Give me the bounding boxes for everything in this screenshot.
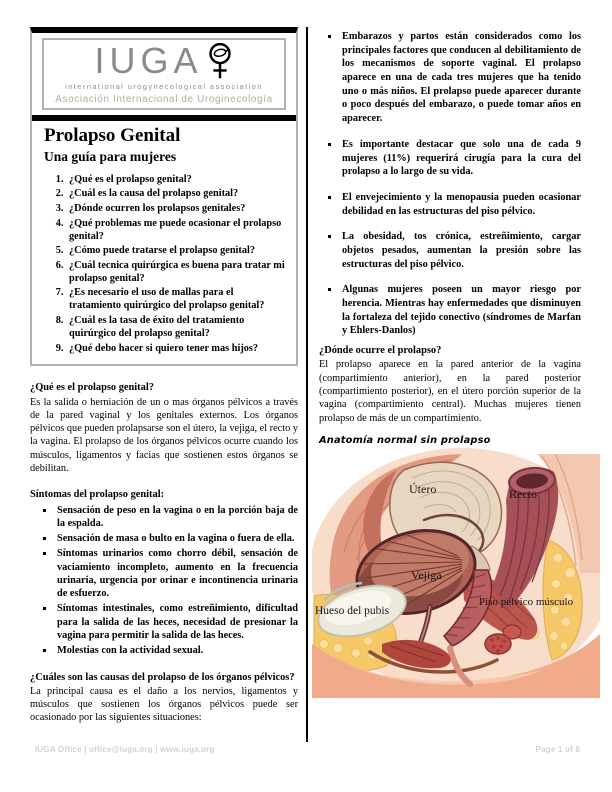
symptom-item: ▪ Sensación de peso en la vagina o en la porción baja de la espalda. xyxy=(55,504,298,531)
pelvic-floor-label: Piso pélvico músculo xyxy=(479,595,574,608)
question-item: 5. ¿Cómo puede tratarse el prolapso genital? xyxy=(66,244,288,257)
what-is-paragraph: Es la salida o herniación de un o mas órganos pélvicos a través de la pared vaginal y los genitales externos. Los órganos pélvicos que pueden prolapsarse son el útero, la vejiga, el recto y la vagina. El prolapso de los órganos pélvicos ocurre cuando los músculos, ligamentos y facias que sostienen estos órganos se debilitan. xyxy=(30,396,298,474)
symptoms-list xyxy=(30,504,298,658)
logo-acronym: IUGA xyxy=(94,40,203,81)
page-footer xyxy=(35,745,580,754)
rectum-label: Recto xyxy=(509,486,537,501)
symptom-item: ▪ Molestias con la actividad sexual. xyxy=(55,644,298,657)
symptom-item: ▪ Sensación de masa o bulto en la vagina o fuera de ella. xyxy=(55,532,298,545)
question-item: 2. ¿Cuál es la causa del prolapso genital? xyxy=(66,187,288,200)
female-symbol-icon xyxy=(206,43,234,81)
what-is-heading: ¿Qué es el prolapso genital? xyxy=(30,382,154,394)
question-item: 8. ¿Cuál es la tasa de éxito del tratamiento quirúrgico del prolapso genital? xyxy=(66,314,288,340)
question-item: 4. ¿Qué problemas me puede ocasionar el prolapso genital? xyxy=(66,217,288,243)
logo-tagline-spanish: Asociación Internacional de Uroginecología xyxy=(55,94,273,105)
footer-contact: IUGA Office | office@iuga.org | www.iuga.org xyxy=(35,745,215,754)
risk-factor-item: ▪ Algunas mujeres poseen un mayor riesgo por herencia. Mientras hay enfermedades que disminuyen la fortaleza del tejido conectivo (síndromes de Marfan y Ehlers-Danlos) xyxy=(340,283,581,338)
right-column xyxy=(315,30,581,698)
bladder-label: Vejiga xyxy=(411,567,442,582)
pelvic-anatomy-illustration xyxy=(312,448,600,698)
iuga-logo xyxy=(42,38,286,110)
risk-factor-item: ▪ El envejecimiento y la menopausia pueden ocasionar debilidad en las estructuras del piso pélvico. xyxy=(340,191,581,218)
left-column xyxy=(30,27,298,725)
intro-box xyxy=(30,27,298,366)
page-subtitle: Una guía para mujeres xyxy=(44,148,177,164)
logo-tagline-english: international urogynecological association xyxy=(65,82,263,91)
column-divider-rule xyxy=(306,27,308,742)
symptoms-heading: Síntomas del prolapso genital: xyxy=(30,489,165,501)
symptom-item: ▪ Síntomas urinarios como chorro débil, sensación de vaciamiento incompleto, aumento en la frecuencia urinaria, urgencia por orinar e incontinencia urinaria de esfuerzo. xyxy=(55,547,298,600)
where-paragraph: El prolapso aparece en la pared anterior de la vagina (compartimiento anterior), en la pared posterior (compartimiento posterior), en el útero porción superior de la vagina (compartimiento central). Muchas mujeres tienen prolapso de más de un compartimiento. xyxy=(319,359,581,424)
title-divider-rule xyxy=(32,115,296,121)
question-item: 1. ¿Qué es el prolapso genital? xyxy=(66,173,288,186)
uterus-label: Útero xyxy=(409,481,437,496)
pubic-bone-label: Hueso del pubis xyxy=(315,604,390,617)
question-item: 9. ¿Qué debo hacer si quiero tener mas hijos? xyxy=(66,342,288,355)
risk-factor-list xyxy=(319,30,581,338)
footer-page-number: Page 1 of 8 xyxy=(535,745,580,754)
question-item: 3. ¿Dónde ocurren los prolapsos genitales? xyxy=(66,202,288,215)
risk-factor-item: ▪ La obesidad, tos crónica, estreñimiento, cargar objetos pesados, aumentan la presión sobre las estructuras del piso pélvico. xyxy=(340,230,581,271)
question-item: 6. ¿Cuál tecnica quirúrgica es buena para tratar mi prolapso genital? xyxy=(66,259,288,285)
where-heading: ¿Dónde ocurre el prolapso? xyxy=(319,345,442,357)
symptom-item: ▪ Síntomas intestinales, como estreñimiento, dificultad para la salida de las heces, necesidad de presionar la vagina para permitir la salida de las heces. xyxy=(55,602,298,642)
causes-heading: ¿Cuáles son las causas del prolapso de los órganos pélvicos? xyxy=(30,671,295,683)
figure-title: Anatomía normal sin prolapso xyxy=(319,434,491,446)
question-item: 7. ¿Es necesario el uso de mallas para el tratamiento quirúrgico del prolapso genital? xyxy=(66,286,288,312)
page-title: Prolapso Genital xyxy=(44,125,181,146)
question-list xyxy=(32,173,296,355)
risk-factor-item: ▪ Embarazos y partos están considerados como los principales factores que conducen al debilitamiento de los mecanismos de soporte vaginal. El prolapso aparece en una de cada tres mujeres que ha tenido uno o más niños. El prolapso puede aparecer durante o poco después del embarazo, o puede tomar años en aparecer. xyxy=(340,30,581,126)
risk-factor-item: ▪ Es importante destacar que solo una de cada 9 mujeres (11%) requerirá cirugía para la cura del prolapso a lo largo de su vida. xyxy=(340,138,581,179)
causes-paragraph: La principal causa es el daño a los nervios, ligamentos y músculos que sostienen los órganos pélvicos puede ser ocasionado por las siguientes situaciones: xyxy=(30,685,298,724)
